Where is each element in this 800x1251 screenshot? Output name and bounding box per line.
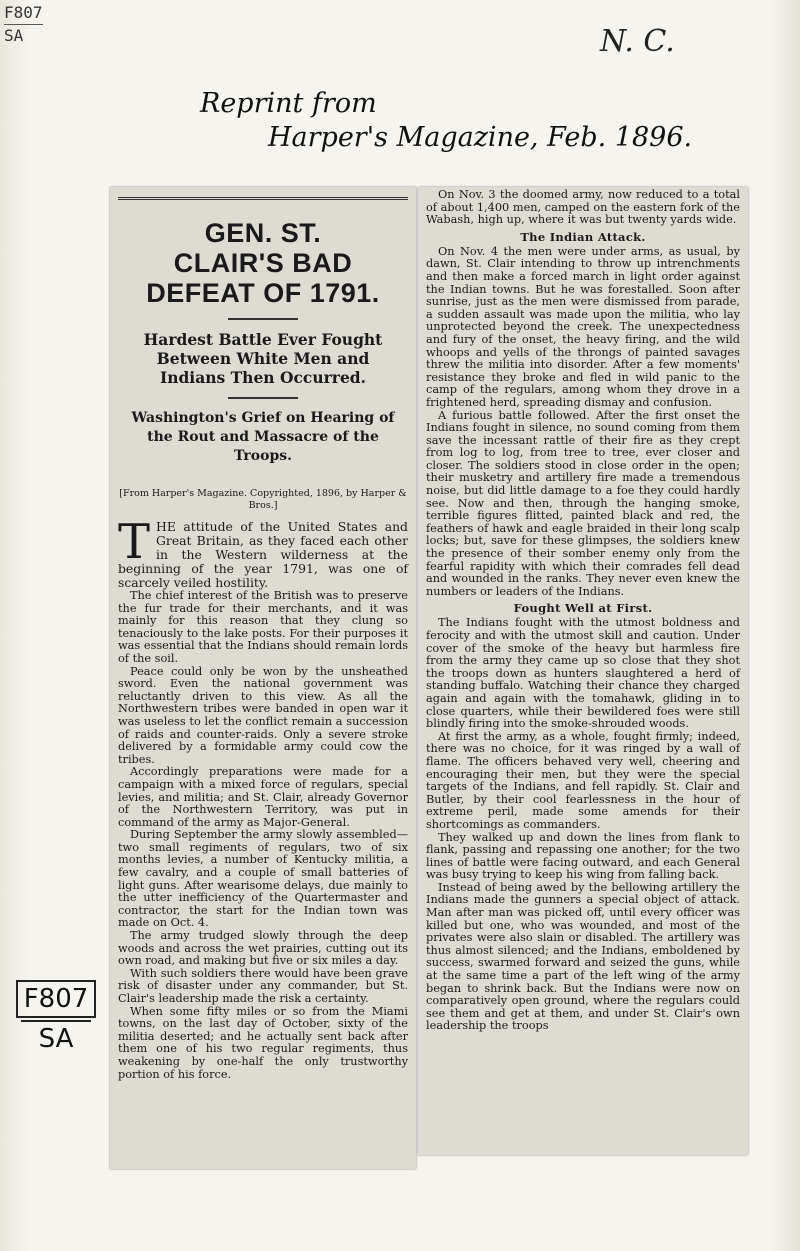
drop-cap: T [118, 514, 151, 570]
headline-line-2: CLAIR'S BAD [173, 248, 353, 278]
paragraph: Peace could only be won by the unsheathed sword. Even the national government was reluctantly driven to this view. As all the Northwestern tribes were banded in open war it was useless to let the conflict remain a succession of raids and counter-raids. Only a severe stroke delivered by a formidable army could cow the tribes. [118, 664, 408, 766]
paragraph: The Indians fought with the utmost boldness and ferocity and with the utmost skill and caution. Under cover of the smoke of the heavy but harmless fire from the army they came up so close that they shot the troops down as hunters slaughtered a herd of standing buffalo. Watching their chance they charged again and again with the tomahawk, gliding in to close quarters, while their bewildered foes were still blindly firing into the smoke-shrouded woods. [426, 616, 740, 731]
deck-secondary: Washington's Grief on Hearing of the Rout and Massacre of the Troops. [131, 410, 395, 464]
corner-sub: SA [4, 24, 43, 47]
archive-stamp [6, 980, 106, 1052]
paragraph: They walked up and down the lines from flank to flank, passing and repassing one another; for the two lines of battle were facing outward, and each General was busy trying to keep his wing from falling back. [426, 830, 740, 882]
top-right-note: N. C. [600, 24, 675, 59]
headline-line-3: DEFEAT OF 1791. [146, 278, 380, 308]
paragraph: The army trudged slowly through the deep woods and across the wet prairies, cutting out its own road, and making but five or six miles a day. [118, 929, 408, 968]
headline [118, 218, 408, 308]
paragraph: When some fifty miles or so from the Miami towns, on the last day of October, sixty of the militia deserted; and he actually sent back after them one of his two regular regiments, thus weakening by one-half the only trustworthy portion of his force. [118, 1004, 408, 1081]
handwritten-line-1: Reprint from [200, 88, 377, 119]
lead-text: HE attitude of the United States and Great Britain, as they faced each other in the Western wilderness at the beginning of the year 1791, was one of scarcely veiled hostility. [118, 519, 408, 590]
subhead-fought-well: Fought Well at First. [513, 601, 653, 616]
paragraph: At first the army, as a whole, fought firmly; indeed, there was no choice, for it was ringed by a wall of flame. The officers behaved very well, cheering and encouraging their men, but they were the special targets of the Indians, and fell rapidly. St. Clair and Butler, by their cool fearlessness in the hour of extreme peril, made some amends for their shortcomings as commanders. [426, 729, 740, 831]
paragraph: The chief interest of the British was to preserve the fur trade for their merchants, and it was mainly for this reason that they clung so tenaciously to the lake posts. For their purposes it was essential that the Indians should remain lords of the soil. [118, 589, 408, 665]
subhead-indian-attack: The Indian Attack. [520, 229, 646, 244]
corner-id: F807 [4, 3, 43, 22]
archive-corner-label [4, 2, 43, 47]
top-rule [118, 197, 408, 200]
source-credit: [From Harper's Magazine. Copyrighted, 1896, by Harper & Bros.] [119, 488, 407, 511]
paragraph-lead [118, 514, 408, 590]
paragraph: A furious battle followed. After the first onset the Indians fought in silence, no sound coming from them save the incessant rattle of their fire as they crept from log to log, from tree to tree, ever closer and closer. The soldiers stood in close order in the open; their musketry and artillery fire made a tremendous noise, but did little damage to a foe they could hardly see. Now and then, through the hanging smoke, terrible figures flitted, painted black and red, the feathers of hawk and eagle braided in their long scalp locks; but, save for these glimpses, the soldiers knew the presence of their somber enemy only from the fearful rapidity with which their comrades fell dead and wounded in the ranks. They never even knew the numbers or leaders of the Indians. [426, 408, 740, 598]
deck-primary: Hardest Battle Ever Fought Between White Men and Indians Then Occurred. [143, 330, 383, 387]
stamp-sub: SA [38, 1024, 74, 1054]
paragraph: Accordingly preparations were made for a campaign with a mixed force of regulars, special levies, and militia; and St. Clair, already Governor of the Northwestern Territory, was put in command of the army as Major-General. [118, 765, 408, 829]
paragraph: Instead of being awed by the bellowing artillery the Indians made the gunners a special object of attack. Man after man was picked off, until every officer was killed but one, who was wounded, and most of the privates were also slain or disabled. The artillery was thus almost silenced; and the Indians, emboldened by success, swarmed forward and seized the guns, while at the same time a part of the left wing of the army began to shrink back. But the Indians were now on comparatively open ground, where the regulars could see them and get at them, and under St. Clair's own leadership the troops [426, 880, 740, 1033]
handwritten-line-2: Harper's Magazine, Feb. 1896. [268, 122, 693, 153]
headline-line-1: GEN. ST. [204, 218, 322, 248]
stamp-id: F807 [16, 980, 97, 1018]
deck-divider [228, 397, 298, 399]
paragraph: With such soldiers there would have been grave risk of disaster under any commander, but St. Clair's leadership made the risk a certainty. [118, 966, 408, 1005]
paragraph: During September the army slowly assembled—two small regiments of regulars, two of six months levies, a number of Kentucky militia, a few cavalry, and a couple of small batteries of light guns. After wearisome delays, due mainly to the utter inefficiency of the Quartermaster and contractor, the start for the Indian town was made on Oct. 4. [118, 828, 408, 930]
paragraph: On Nov. 4 the men were under arms, as usual, by dawn, St. Clair intending to throw up intrenchments and then make a forced march in light order against the Indian towns. But he was forestalled. Soon after sunrise, just as the men were dismissed from parade, a sudden assault was made upon the militia, who lay unprotected beyond the creek. The unexpectedness and fury of the onset, the heavy firing, and the wild whoops and yells of the throngs of painted savages threw the militia into disorder. After a few moments' resistance they broke and fled in wild panic to the camp of the regulars, among whom they drove in a frightened herd, spreading dismay and confusion. [426, 244, 740, 409]
clipping-column-1 [110, 187, 416, 1169]
paragraph-intro: On Nov. 3 the doomed army, now reduced to a total of about 1,400 men, camped on the eastern fork of the Wabash, high up, where it was but twenty yards wide. [426, 188, 740, 227]
clipping-column-2 [418, 187, 748, 1155]
headline-divider [228, 318, 298, 320]
